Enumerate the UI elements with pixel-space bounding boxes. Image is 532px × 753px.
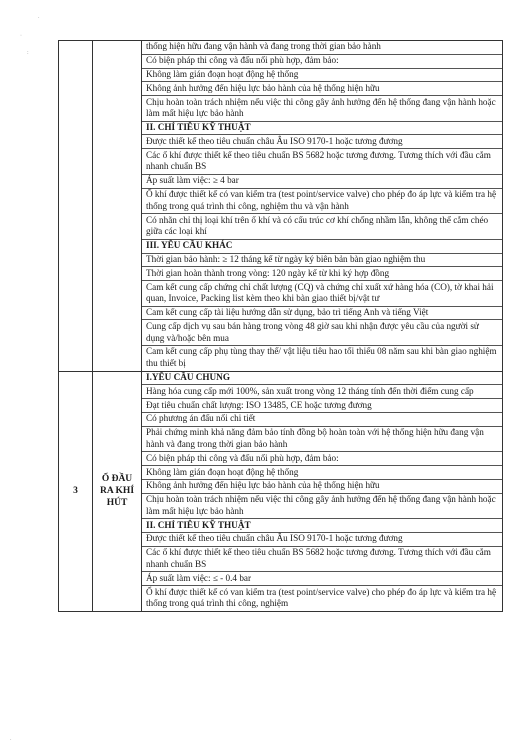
requirement-line: Đạt tiêu chuẩn chất lượng: ISO 13485, CE hoặc tương đương xyxy=(142,399,502,413)
item-name-line: Ổ ĐẦU xyxy=(101,474,133,485)
requirements-cell xyxy=(142,41,503,372)
item-name-line: RA KHÍ xyxy=(99,486,135,497)
requirement-line: thống hiện hữu đang vận hành và đang trong thời gian bảo hành xyxy=(142,41,502,55)
specification-table xyxy=(58,40,503,612)
requirement-line: Không làm gián đoạn hoạt động hệ thống xyxy=(142,466,502,480)
requirement-line: Có biện pháp thi công và đấu nối phù hợp, đảm bảo: xyxy=(142,452,502,466)
requirement-line: Có nhãn chỉ thị loại khí trên ổ khí và có cấu trúc cơ khí chống nhầm lẫn, không thể cắm chéo giữa các loại khí xyxy=(142,214,502,240)
requirement-line: Cam kết cung cấp tài liệu hướng dẫn sử dụng, bảo trì tiếng Anh và tiếng Việt xyxy=(142,307,502,321)
requirement-line: Được thiết kế theo tiêu chuẩn châu Âu ISO 9170-1 hoặc tương đương xyxy=(142,533,502,547)
requirement-line: Có phương án đấu nối chi tiết xyxy=(142,413,502,427)
requirement-line: Không làm gián đoạn hoạt động hệ thống xyxy=(142,69,502,83)
item-name-cell xyxy=(93,371,142,611)
requirement-line: Chịu hoàn toàn trách nhiệm nếu việc thi công gây ảnh hưởng đến hệ thống đang vận hành hoặc làm mất hiệu lực bảo hành xyxy=(142,96,502,122)
section-heading: III. YÊU CẦU KHÁC xyxy=(142,240,502,254)
requirement-line: Không ảnh hưởng đến hiệu lực bảo hành của hệ thống hiện hữu xyxy=(142,480,502,494)
requirement-line: Áp suất làm việc: ≤ - 0.4 bar xyxy=(142,572,502,586)
scan-speck: . xyxy=(10,736,12,742)
scan-speck: . xyxy=(38,14,40,20)
section-heading: II. CHỈ TIÊU KỸ THUẬT xyxy=(142,519,502,533)
table-row xyxy=(59,41,503,372)
scan-speck: · xyxy=(20,33,22,39)
requirement-line: Có biện pháp thi công và đấu nối phù hợp, đảm bảo: xyxy=(142,55,502,69)
scan-speck: : xyxy=(27,50,29,56)
item-number-cell xyxy=(59,41,93,372)
section-heading: I.YÊU CẦU CHUNG xyxy=(142,372,502,386)
requirement-line: Chịu hoàn toàn trách nhiệm nếu việc thi công gây ảnh hưởng đến hệ thống đang vận hành hoặc làm mất hiệu lực bảo hành xyxy=(142,494,502,520)
requirement-line: Thời gian hoàn thành trong vòng: 120 ngày kể từ khi ký hợp đồng xyxy=(142,267,502,281)
item-name-line: HÚT xyxy=(106,498,128,509)
requirement-line: Cam kết cung cấp phụ tùng thay thế/ vật liệu tiêu hao tối thiểu 08 năm sau khi bàn giao nghiệm thu thiết bị xyxy=(146,346,497,369)
requirement-line: Thời gian bảo hành: ≥ 12 tháng kể từ ngày ký biên bản bàn giao nghiệm thu xyxy=(142,254,502,268)
requirement-line: Ổ khí được thiết kế có van kiểm tra (test point/service valve) cho phép đo áp lực và kiểm tra hệ thống trong quá trình thi công, nghiệm thu và vận hành xyxy=(142,189,502,215)
requirement-line: Hàng hóa cung cấp mới 100%, sản xuất trong vòng 12 tháng tính đến thời điểm cung cấp xyxy=(142,385,502,399)
requirement-line: Cam kết cung cấp chứng chỉ chất lượng (CQ) và chứng chỉ xuất xứ hàng hóa (CO), tờ khai hải quan, Invoice, Packing list kèm theo khi bàn giao thiết bị/vật tư xyxy=(142,281,502,307)
table-row xyxy=(59,371,503,611)
item-number-cell: 3 xyxy=(59,371,93,611)
requirement-line: Cung cấp dịch vụ sau bán hàng trong vòng 48 giờ sau khi nhận được yêu cầu của người sử dụng và/hoặc bên mua xyxy=(142,320,502,346)
requirement-line: Được thiết kế theo tiêu chuẩn châu Âu ISO 9170-1 hoặc tương đương xyxy=(142,135,502,149)
requirement-line: Phải chứng minh khả năng đảm bảo tính đồng bộ hoàn toàn với hệ thống hiện hữu đang vận hành và đang trong thời gian bảo hành xyxy=(142,427,502,453)
specification-table-body xyxy=(59,41,503,612)
requirements-cell xyxy=(142,371,503,611)
requirement-line: Không ảnh hưởng đến hiệu lực bảo hành của hệ thống hiện hữu xyxy=(142,82,502,96)
item-name-cell xyxy=(93,41,142,372)
section-heading: II. CHỈ TIÊU KỸ THUẬT xyxy=(142,122,502,136)
requirement-line: Ổ khí được thiết kế có van kiểm tra (test point/service valve) cho phép đo áp lực và kiểm tra hệ thống trong quá trình thi công, nghiệm xyxy=(146,586,497,609)
requirement-line: Áp suất làm việc: ≥ 4 bar xyxy=(142,175,502,189)
requirement-line: Các ổ khí được thiết kế theo tiêu chuẩn BS 5682 hoặc tương đương. Tương thích với đầu cắm nhanh chuẩn BS xyxy=(142,547,502,573)
requirement-line: Các ổ khí được thiết kế theo tiêu chuẩn BS 5682 hoặc tương đương. Tương thích với đầu cắm nhanh chuẩn BS xyxy=(142,149,502,175)
